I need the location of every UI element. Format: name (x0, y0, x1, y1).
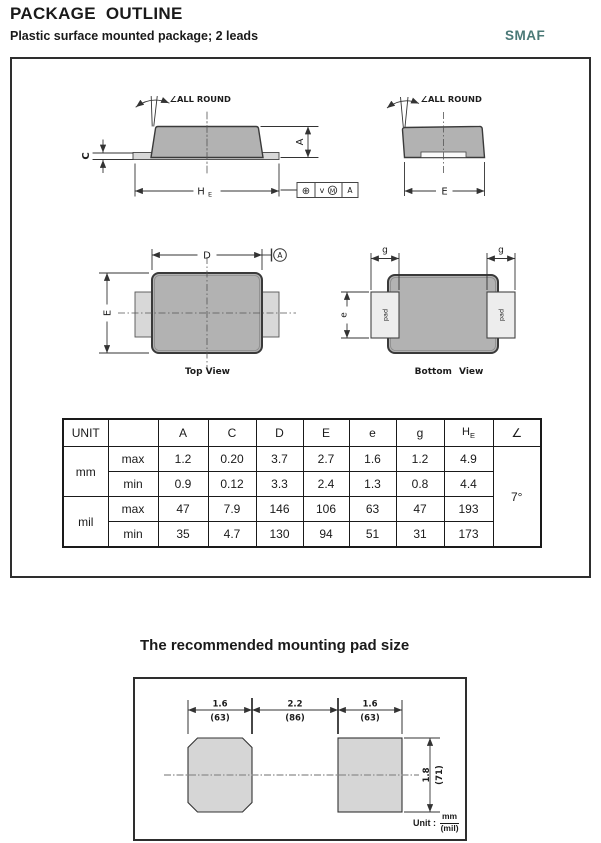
table-row (63, 472, 541, 497)
header-e-cap: E (303, 419, 349, 447)
dim-c-label: C (81, 152, 92, 160)
tolerance-value: v (319, 186, 325, 195)
unit-numerator: mm (440, 812, 459, 824)
dim-extension (93, 153, 133, 160)
value-cell: 3.3 (256, 472, 303, 497)
dim-height-mm: 1.8 (422, 767, 432, 783)
header-angle: ∠ (493, 419, 541, 447)
dim-d-label: D (203, 250, 211, 262)
mounting-pad-title: The recommended mounting pad size (140, 637, 410, 654)
top-view-drawing (99, 249, 296, 378)
header-a: A (158, 419, 208, 447)
value-cell: 1.2 (158, 447, 208, 472)
value-cell: 4.4 (444, 472, 493, 497)
header-c: C (208, 419, 256, 447)
position-symbol-icon: ⊕ (301, 185, 311, 197)
all-round-label: ∠ALL ROUND (169, 94, 231, 104)
bottom-view-caption: Bottom View (414, 367, 484, 377)
page-title: PACKAGE OUTLINE (10, 4, 183, 23)
end-view-drawing (387, 94, 485, 198)
value-cell: 3.7 (256, 447, 303, 472)
value-cell: 31 (396, 522, 444, 548)
tolerance-frame (281, 183, 358, 198)
value-cell: 0.8 (396, 472, 444, 497)
dim-g-left-label: g (382, 245, 388, 256)
angle-arc (387, 101, 419, 108)
dimension-table (62, 418, 542, 548)
value-cell: 4.9 (444, 447, 493, 472)
unit-mm-cell: mm (63, 447, 108, 497)
value-cell: 47 (396, 497, 444, 522)
value-cell: 0.20 (208, 447, 256, 472)
value-cell: 4.7 (208, 522, 256, 548)
dim-pad-left-mil: (63) (210, 713, 230, 724)
mmc-modifier-letter: M (329, 188, 336, 195)
dim-he-sub: E (208, 190, 213, 199)
dim-pad-right-mm: 1.6 (362, 699, 378, 710)
value-cell: 7.9 (208, 497, 256, 522)
value-cell: 193 (444, 497, 493, 522)
limit-cell: max (108, 447, 158, 472)
unit-label: Unit : (413, 817, 436, 828)
bottom-view-body (388, 275, 498, 353)
value-cell: 1.6 (349, 447, 396, 472)
header-he: $H_E$ (444, 419, 493, 447)
value-cell: 63 (349, 497, 396, 522)
dim-g-right-label: g (498, 245, 504, 256)
dim-height-mil: (71) (435, 765, 445, 785)
dim-pad-right-mil: (63) (360, 713, 380, 724)
page-subtitle: Plastic surface mounted package; 2 leads (10, 29, 259, 43)
header-blank (108, 419, 158, 447)
value-cell: 47 (158, 497, 208, 522)
side-view-drawing (81, 94, 358, 199)
dim-he-label: H (197, 186, 205, 198)
frame-datum-letter: A (347, 186, 353, 195)
unit-fraction (440, 812, 459, 834)
value-cell: 173 (444, 522, 493, 548)
top-view-lead-left (135, 292, 152, 337)
value-cell: 106 (303, 497, 349, 522)
limit-cell: min (108, 522, 158, 548)
angle-arc (136, 100, 169, 107)
value-cell: 0.9 (158, 472, 208, 497)
dim-a-label: A (295, 138, 306, 146)
table-row (63, 522, 541, 548)
unit-denominator: (mil) (440, 822, 459, 833)
angle-lines (151, 97, 157, 127)
dim-pad-left-mm: 1.6 (212, 699, 228, 710)
unit-legend (413, 812, 459, 834)
dim-e-label: E (102, 309, 114, 317)
value-cell: 2.7 (303, 447, 349, 472)
value-cell: 1.3 (349, 472, 396, 497)
value-cell: 2.4 (303, 472, 349, 497)
unit-mil-cell: mil (63, 497, 108, 548)
limit-cell: min (108, 472, 158, 497)
value-cell: 0.12 (208, 472, 256, 497)
table-row (63, 447, 541, 472)
pad-label-left: pad (381, 308, 390, 322)
top-view-caption: Top View (184, 367, 231, 377)
dim-gap-mil: (86) (285, 713, 305, 724)
limit-cell: max (108, 497, 158, 522)
header-unit: UNIT (63, 419, 108, 447)
header-g: g (396, 419, 444, 447)
value-cell: 35 (158, 522, 208, 548)
dim-e-label: E (441, 186, 448, 198)
mounting-pad-drawing (164, 698, 445, 812)
table-header-row (63, 419, 541, 447)
datum-letter: A (277, 250, 283, 260)
top-view-lead-right (262, 292, 279, 337)
value-cell: 94 (303, 522, 349, 548)
value-cell: 130 (256, 522, 303, 548)
header-d: D (256, 419, 303, 447)
value-cell: 146 (256, 497, 303, 522)
dim-e-label: e (339, 312, 350, 318)
value-cell: 51 (349, 522, 396, 548)
bottom-view-drawing (340, 246, 516, 378)
table-row (63, 497, 541, 522)
pad-label-right: pad (497, 308, 506, 322)
header-e-low: e (349, 419, 396, 447)
dim-gap-mm: 2.2 (287, 699, 303, 710)
value-cell: 1.2 (396, 447, 444, 472)
all-round-label: ∠ALL ROUND (420, 94, 482, 104)
angle-value-cell: 7° (493, 447, 541, 548)
package-name-badge: SMAF (505, 28, 546, 43)
